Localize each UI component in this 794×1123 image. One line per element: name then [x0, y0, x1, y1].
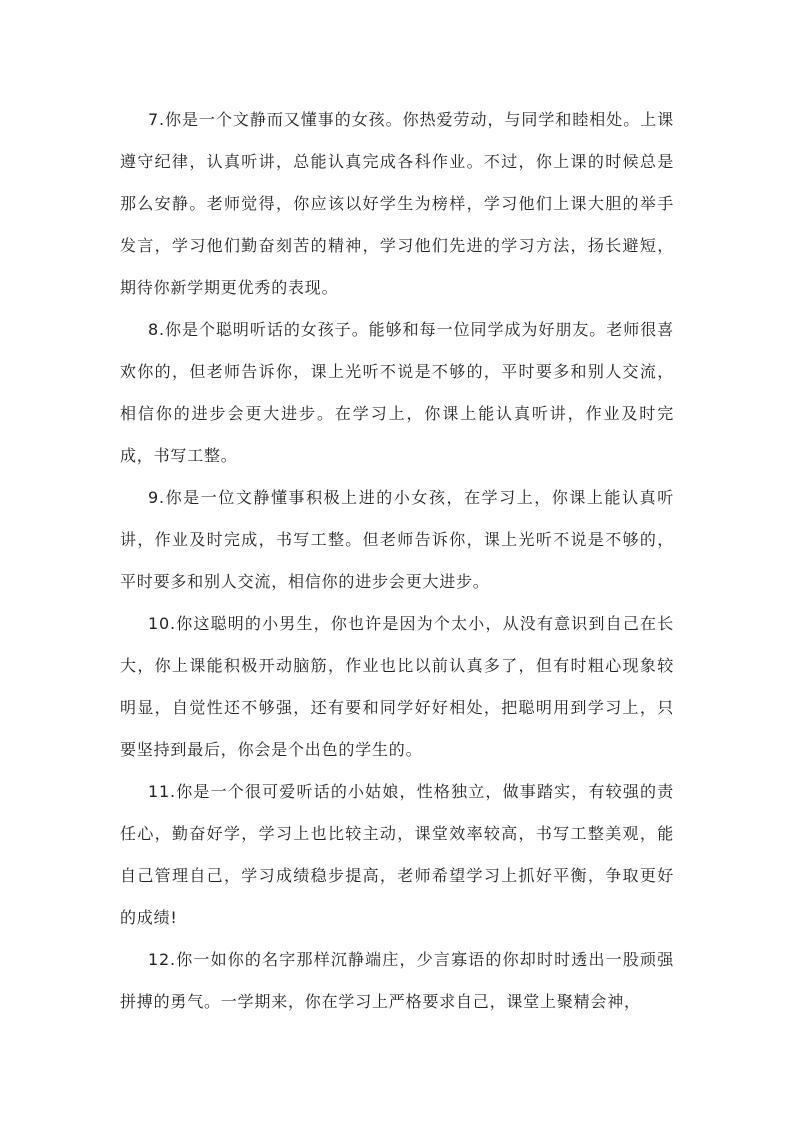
comment-paragraph-9: 9.你是一位文静懂事积极上进的小女孩，在学习上，你课上能认真听讲，作业及时完成，书写工整。但老师告诉你，课上光听不说是不够的，平时要多和别人交流，相信你的进步会更大进步。 [120, 488, 674, 591]
comment-paragraph-11: 11.你是一个很可爱听话的小姑娘，性格独立，做事踏实，有较强的责任心，勤奋好学，学习上也比较主动，课堂效率较高，书写工整美观，能自己管理自己，学习成绩稳步提高，老师希望学习上抓好平衡，争取更好的成绩! [120, 782, 674, 927]
comment-paragraph-7: 7.你是一个文静而又懂事的女孩。你热爱劳动，与同学和睦相处。上课遵守纪律，认真听讲，总能认真完成各科作业。不过，你上课的时候总是那么安静。老师觉得，你应该以好学生为榜样，学习他们上课大胆的举手发言，学习他们勤奋刻苦的精神，学习他们先进的学习方法，扬长避短，期待你新学期更优秀的表现。 [120, 110, 674, 297]
document-body [120, 99, 674, 1023]
comment-paragraph-12: 12.你一如你的名字那样沉静端庄，少言寡语的你却时时透出一股顽强拼搏的勇气。一学期来，你在学习上严格要求自己，课堂上聚精会神， [120, 950, 674, 1011]
comment-paragraph-10: 10.你这聪明的小男生，你也许是因为个太小，从没有意识到自己在长大，你上课能积极开动脑筋，作业也比以前认真多了，但有时粗心现象较明显，自觉性还不够强，还有要和同学好好相处，把聪明用到学习上，只要坚持到最后，你会是个出色的学生的。 [120, 614, 674, 759]
comment-paragraph-8: 8.你是个聪明听话的女孩子。能够和每一位同学成为好朋友。老师很喜欢你的，但老师告诉你，课上光听不说是不够的，平时要多和别人交流，相信你的进步会更大进步。在学习上，你课上能认真听讲，作业及时完成，书写工整。 [120, 320, 674, 465]
